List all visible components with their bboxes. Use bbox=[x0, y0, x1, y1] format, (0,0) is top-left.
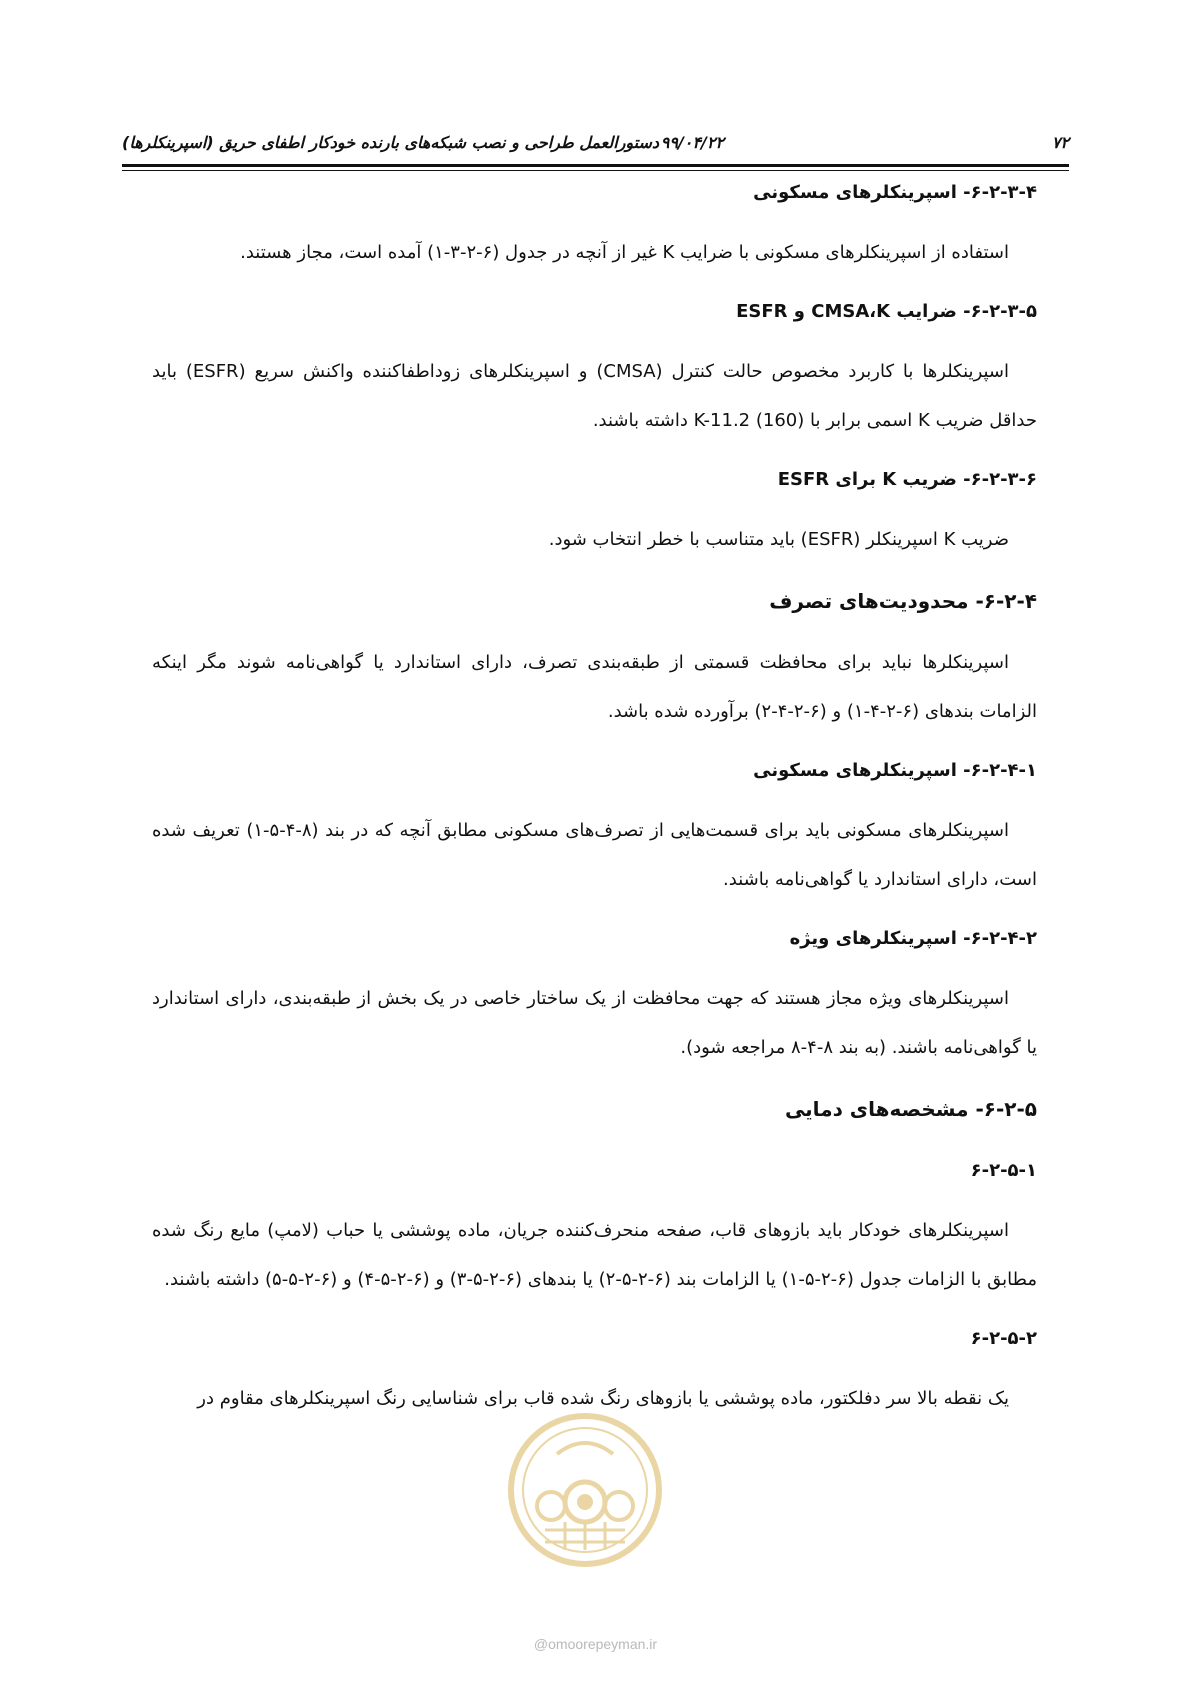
section-heading-6-2-4-1: ۶-۲-۴-۱- اسپرینکلرهای مسکونی bbox=[753, 760, 1037, 781]
section-text-6-2-3-6: ضریب K اسپرینکلر (ESFR) باید متناسب با خطر انتخاب شود. bbox=[548, 529, 1009, 550]
section-heading-6-2-4: ۶-۲-۴- محدودیت‌های تصرف bbox=[769, 589, 1037, 613]
section-heading-6-2-5-1: ۶-۲-۵-۱ bbox=[970, 1160, 1037, 1181]
page-number: ۷۲ bbox=[1051, 133, 1069, 152]
section-text-6-2-5-2: یک نقطه بالا سر دفلکتور، ماده پوششی یا بازوهای رنگ شده قاب برای شناسایی رنگ اسپرینکلرهای مقاوم در bbox=[197, 1388, 1009, 1409]
header-date: ۹۹/۰۴/۲۲ bbox=[660, 133, 724, 152]
header-rule-thick bbox=[122, 164, 1069, 167]
section-text-6-2-4-2: اسپرینکلرهای ویژه مجاز هستند که جهت محافظت از یک ساختار خاصی در یک بخش از طبقه‌بندی، دارای استاندارد یا گواهی‌نامه باشند. (به بند ۸-۴-۸ مراجعه شود). bbox=[152, 988, 1037, 1058]
page-content bbox=[152, 176, 1037, 1423]
section-heading-6-2-4-2: ۶-۲-۴-۲- اسپرینکلرهای ویژه bbox=[789, 928, 1037, 949]
section-text-6-2-4: اسپرینکلرها نباید برای محافظت قسمتی از طبقه‌بندی تصرف، دارای استاندارد یا گواهی‌نامه شوند مگر اینکه الزامات بندهای (۶-۲-۴-۱) و (۶-۲-۴-۲) برآورده شده باشد. bbox=[152, 652, 1037, 722]
section-text-6-2-5-1: اسپرینکلرهای خودکار باید بازوهای قاب، صفحه منحرف‌کننده جریان، ماده پوششی یا حباب (لامپ) مایع رنگ شده مطابق با الزامات جدول (۶-۲-۵-۱) یا الزامات بند (۶-۲-۵-۲) یا بندهای (۶-۲-۵-۳) و (۶-۲-۵-۴) و (۶-۲-۵-۵) داشته باشند. bbox=[152, 1220, 1037, 1290]
section-heading-6-2-3-4: ۶-۲-۳-۴- اسپرینکلرهای مسکونی bbox=[753, 182, 1037, 203]
header-rule-thin bbox=[122, 170, 1069, 171]
section-heading-6-2-5: ۶-۲-۵- مشخصه‌های دمایی bbox=[784, 1097, 1037, 1121]
section-heading-6-2-3-5: ۶-۲-۳-۵- ضرایب CMSA،K و ESFR bbox=[736, 301, 1037, 322]
section-text-6-2-3-4: استفاده از اسپرینکلرهای مسکونی با ضرایب K غیر از آنچه در جدول (۶-۲-۳-۱) آمده است، مجاز هستند. bbox=[240, 242, 1009, 263]
watermark-site: @omoorepeyman.ir bbox=[533, 1636, 658, 1652]
watermark-seal bbox=[505, 1410, 665, 1570]
section-text-6-2-3-5: اسپرینکلرها با کاربرد مخصوص حالت کنترل (CMSA) و اسپرینکلرهای زوداطفاکننده واکنش سریع (ESFR) باید حداقل ضریب K اسمی برابر با K-11.2 (160) داشته باشند. bbox=[152, 361, 1037, 431]
section-heading-6-2-3-6: ۶-۲-۳-۶- ضریب K برای ESFR bbox=[777, 469, 1037, 490]
page-header bbox=[122, 133, 1069, 159]
section-heading-6-2-5-2: ۶-۲-۵-۲ bbox=[970, 1328, 1037, 1349]
header-title: دستورالعمل طراحی و نصب شبکه‌های بارنده خودکار اطفای حریق (اسپرینکلرها) bbox=[122, 133, 660, 152]
section-text-6-2-4-1: اسپرینکلرهای مسکونی باید برای قسمت‌هایی از تصرف‌های مسکونی مطابق آنچه که در بند (۸-۴-۵-۱) تعریف شده است، دارای استاندارد یا گواهی‌نامه باشند. bbox=[152, 820, 1037, 890]
